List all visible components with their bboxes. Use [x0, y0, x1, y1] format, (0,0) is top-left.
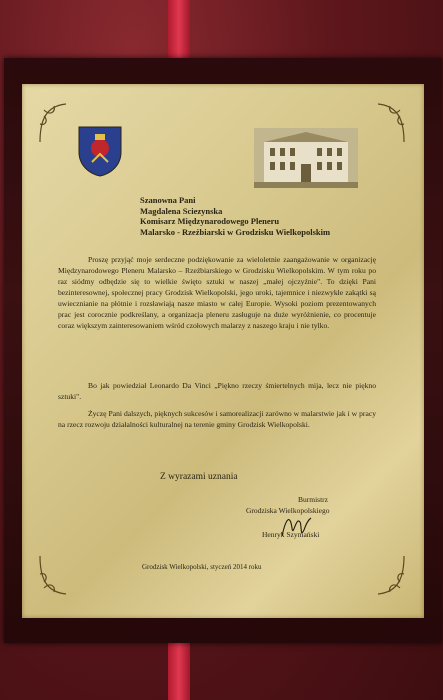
addressee-block: Szanowna Pani Magdalena Sciezynska Komisarz Międzynarodowego Pleneru Malarsko - Rzeźbiarski w Grodzisku Wielkopolskim [140, 195, 331, 237]
letter-paragraph-1: Proszę przyjąć moje serdeczne podziękowanie za wieloletnie zaangażowanie w organizację Międzynarodowego Pleneru Malarsko – Rzeźbiarskiego w Grodzisku Wielkopolskim. W tym roku po raz siódmy odbędzie się to wielkie święto sztuki w naszej „małej ojczyźnie". To dzięki Pani bezinteresownej, społecznej pracy Grodzisk Wielkopolski, jego uroki, tajemnice i niezwykłe zakątki są uwiecznianie na płótnie i rozsławiają nasze miasto w całej Europie. Wysoki poziom prezentowanych prac jest corocznie podkreślany, a organizacja pleneru zasługuje na duże wyróżnienie, co procentuje coraz większym zainteresowaniem wśród czołowych malarzy z naszego kraju i nie tylko. [58, 255, 376, 330]
flourish-ornament-icon [362, 100, 408, 146]
signer-office: Grodziska Wielkopolskiego [246, 506, 330, 515]
town-hall-photo [254, 128, 358, 188]
letter-paragraph-2: Bo jak powiedział Leonardo Da Vinci „Piękno rzeczy śmiertelnych mija, lecz nie piękno sztuki". [58, 381, 376, 401]
coat-of-arms-icon [76, 124, 124, 178]
signer-name: Henryk Szymański [262, 530, 320, 539]
flourish-ornament-icon [362, 552, 408, 598]
flourish-ornament-icon [36, 552, 82, 598]
place-and-date: Grodzisk Wielkopolski, styczeń 2014 roku [142, 563, 262, 571]
ribbon-top [168, 0, 190, 62]
closing-greeting: Z wyrazami uznania [160, 472, 238, 482]
letter-paragraph-3: Życzę Pani dalszych, pięknych sukcesów i samorealizacji zarówno w malarstwie jak i w pracy na rzecz rozwoju działalności kulturalnej na terenie gminy Grodzisk Wielkopolski. [58, 409, 376, 429]
signer-title: Burmistrz [298, 495, 328, 504]
